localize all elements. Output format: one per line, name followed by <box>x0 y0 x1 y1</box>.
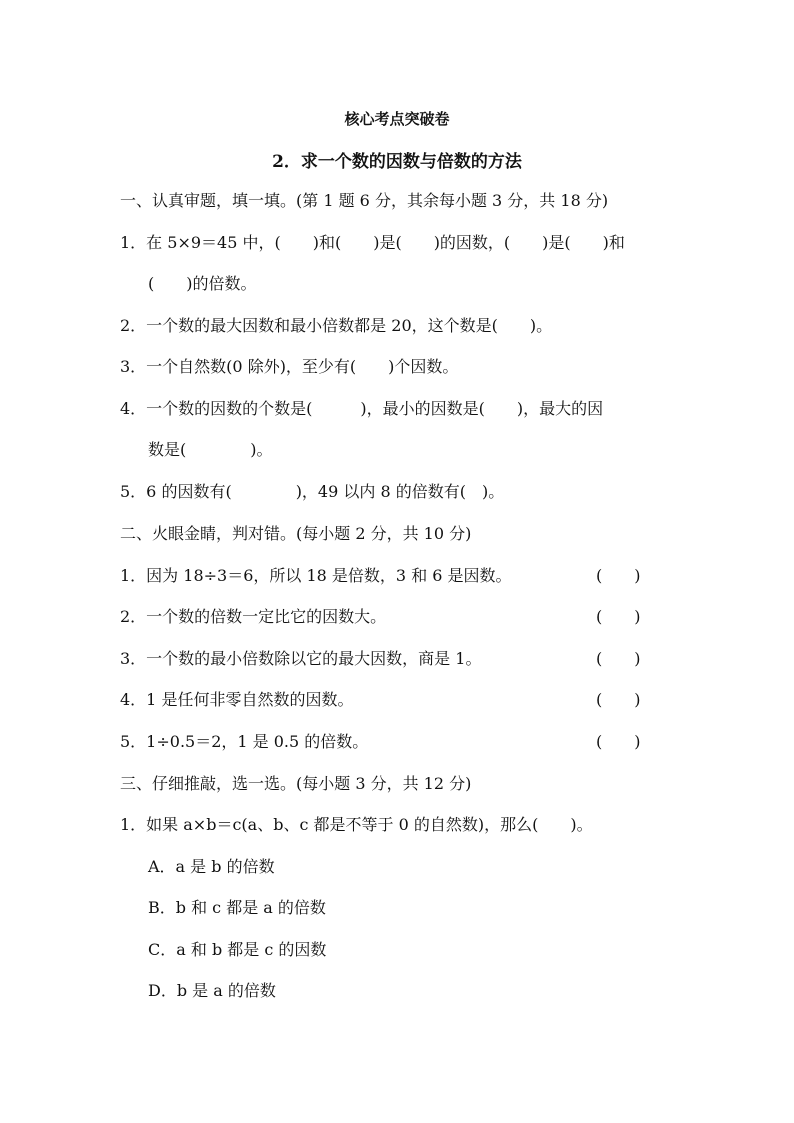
s2-answer-blank: ( ) <box>596 607 641 626</box>
s2-item: 4．1 是任何非零自然数的因数。 <box>120 690 354 709</box>
s2-item: 5．1÷0.5＝2，1 是 0.5 的倍数。 <box>120 732 369 751</box>
s3-option-d: D．b 是 a 的倍数 <box>148 981 276 1000</box>
section2-heading: 二、火眼金睛，判对错。(每小题 2 分，共 10 分) <box>120 524 472 543</box>
page-title: 2．求一个数的因数与倍数的方法 <box>272 152 522 172</box>
s1-question-5: 5．6 的因数有( )，49 以内 8 的倍数有( )。 <box>120 482 505 501</box>
section1-heading: 一、认真审题，填一填。(第 1 题 6 分，其余每小题 3 分，共 18 分) <box>120 191 609 210</box>
s2-answer-blank: ( ) <box>596 566 641 585</box>
s3-option-c: C．a 和 b 都是 c 的因数 <box>148 940 327 959</box>
s1-question-2: 2．一个数的最大因数和最小倍数都是 20，这个数是( )。 <box>120 316 553 335</box>
s1-question-4b: 数是( )。 <box>148 440 273 459</box>
s1-question-4a: 4．一个数的因数的个数是( )，最小的因数是( )，最大的因 <box>120 399 604 418</box>
s2-item: 1．因为 18÷3＝6，所以 18 是倍数，3 和 6 是因数。 <box>120 566 512 585</box>
s1-question-1b: ( )的倍数。 <box>148 274 257 293</box>
s2-item: 3．一个数的最小倍数除以它的最大因数，商是 1。 <box>120 649 482 668</box>
series-title: 核心考点突破卷 <box>344 110 450 128</box>
s3-option-a: A．a 是 b 的倍数 <box>148 857 275 876</box>
s1-question-1a: 1．在 5×9＝45 中，( )和( )是( )的因数，( )是( )和 <box>120 233 625 252</box>
s2-answer-blank: ( ) <box>596 690 641 709</box>
s3-option-b: B．b 和 c 都是 a 的倍数 <box>148 898 326 917</box>
s2-answer-blank: ( ) <box>596 649 641 668</box>
section3-heading: 三、仔细推敲，选一选。(每小题 3 分，共 12 分) <box>120 774 472 793</box>
s3-question-1: 1．如果 a×b＝c(a、b、c 都是不等于 0 的自然数)，那么( )。 <box>120 815 593 834</box>
s2-item: 2．一个数的倍数一定比它的因数大。 <box>120 607 387 626</box>
s2-answer-blank: ( ) <box>596 732 641 751</box>
s1-question-3: 3．一个自然数(0 除外)，至少有( )个因数。 <box>120 357 459 376</box>
